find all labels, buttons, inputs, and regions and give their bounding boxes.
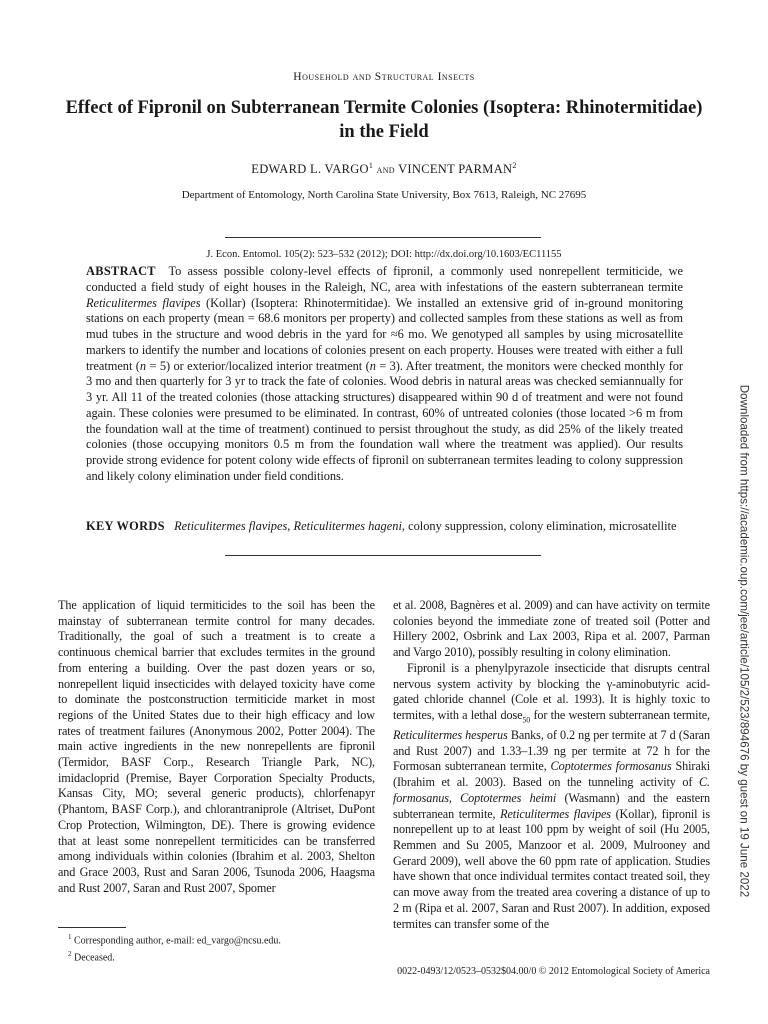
body-column-right — [393, 598, 710, 932]
subscript: 50 — [522, 715, 531, 725]
keyword: Reticulitermes flavipes — [174, 519, 288, 533]
keywords — [86, 518, 683, 534]
footnote-2 — [58, 948, 375, 965]
article-title: Effect of Fipronil on Subterranean Termite Colonies (Isoptera: Rhinotermitidae) in the Field — [65, 98, 703, 142]
divider-top — [225, 237, 541, 238]
species-name: Reticulitermes flavipes — [500, 806, 611, 821]
abstract-text-3: = 5) or exterior/localized interior treatment ( — [146, 358, 370, 373]
footnote-text: Corresponding author, e-mail: ed_vargo@ncsu.edu. — [71, 935, 281, 947]
abstract-species: Reticulitermes flavipes — [86, 295, 201, 310]
author-2-footnote-mark: 2 — [512, 161, 517, 170]
footnote-1 — [58, 931, 375, 948]
keyword-separator: , — [287, 519, 294, 533]
keyword: Reticulitermes hageni — [293, 519, 402, 533]
body-paragraph: The application of liquid termiticides to the soil has been the mainstay of subterranean termite control for many decades. Traditionally, the goal of such a treatment is to create a continuous chemical barrier that excludes termites in the ground from entering a building. Over the past dozen years or so, nonrepellent liquid insecticides with delayed toxicity have come to dominate the postconstruction termiticide market in most regions of the United States due to their high efficacy and low rates of treatment failures (Anonymous 2002, Potter 2004). The main active ingredients in the new nonrepellents are fipronil (Termidor, BASF Corp., Research Triangle Park, NC), imidacloprid (Premise, Bayer Corporation Specialty Products, Kansas City, MO; several generic products), chlorfenapyr (Phantom, BASF Corp.), and chlorantraniprole (Altriset, DuPont Crop Protection, Wilmington, DE). There is growing evidence that at least some nonrepellent termiticides can be transferred among individuals within colonies (Ibrahim et al. 2003, Shelton and Grace 2003, Rust and Saran 2006, Tsunoda 2006, Haagsma and Rust 2007, Saran and Rust 2007, Spomer — [58, 598, 375, 895]
footnote-mark: 1 — [68, 933, 72, 941]
body-column-left — [58, 598, 375, 896]
keywords-label: KEY WORDS — [86, 519, 165, 533]
abstract-text-2: (Kollar) (Isoptera: Rhinotermitidae). We installed an extensive grid of in-ground monitoring stations on each property (mean = 68.6 monitors per property) and collected samples from these stations as well as from mud tubes in the structure and wood debris in the yard for ≈6 mo. We genotyped all samples by using microsatellite markers to identify the number and locations of colonies present on each property. Houses were treated with either a full treatment ( — [86, 295, 683, 373]
download-watermark-text: Downloaded from https://academic.oup.com/jee/article/105/2/523/894676 by guest on 19 June 2022 — [737, 384, 751, 897]
species-name: C. formosanus — [393, 775, 710, 805]
footnote-divider — [58, 927, 126, 928]
body-text: Fipronil is a phenylpyrazole insecticide that disrupts central nervous system activity by blocking the γ-aminobutyric acid-gated chloride channel (Cole et al. 1993). It is highly toxic to termites, with a lethal dose — [393, 660, 710, 722]
body-text: (Kollar), fipronil is nonrepellent up to at least 100 ppm by weight of soil (Hu 2005, Remmen and Su 2005, Manzoor et al. 2009, Mulrooney and Gerard 2009), well above the 60 ppm rate of application. Studies have shown that once individual termites contact treated soil, they can move away from the treated area covering a distance of up to 2 m (Ripa et al. 2007, Saran and Rust 2007). In addition, exposed termites can transfer some of the — [393, 806, 710, 931]
body-text: Shiraki (Ibrahim et al. 2003). Based on the tunneling activity of — [393, 759, 710, 790]
authors-conjunction: and — [376, 164, 395, 177]
divider-bottom — [225, 555, 541, 556]
body-paragraph — [393, 661, 710, 932]
species-name: Coptotermes formosanus — [550, 759, 672, 774]
footnotes — [58, 931, 375, 965]
abstract-n-symbol: n — [139, 358, 147, 373]
authors — [0, 161, 768, 177]
author-2: VINCENT PARMAN — [398, 162, 513, 177]
affiliation: Department of Entomology, North Carolina State University, Box 7613, Raleigh, NC 27695 — [181, 189, 587, 201]
keywords-rest: , colony suppression, colony elimination, microsatellite — [401, 519, 677, 533]
abstract-text-1: To assess possible colony-level effects of fipronil, a commonly used nonrepellent termiticide, we conducted a field study of eight houses in the Raleigh, NC, area with infestations of the eastern subterranean termite — [86, 264, 683, 294]
body-paragraph: et al. 2008, Bagnères et al. 2009) and can have activity on termite colonies beyond the immediate zone of treated soil (Potter and Hillery 2002, Osbrink and Lax 2003, Ripa et al. 2007, Parman and Vargo 2010), possibly resulting in colony elimination. — [393, 598, 710, 660]
abstract-text-4: = 3). After treatment, the monitors were checked monthly for 3 mo and then quarterly for 3 yr to track the fate of colonies. Wood debris in natural areas was checked semiannually for 3 yr. All 11 of the treated colonies (those attacking structures) disappeared within 90 d of treatment and were not found again. These colonies were presumed to be eliminated. In contrast, 60% of untreated colonies (those located >6 m from the foundation wall at the time of treatment) continued to persist throughout the study, as did 25% of the likely treated colonies (those occupying monitors 0.5 m from the foundation wall where the treatment was applied). Our results provide strong evidence for potent colony wide effects of fipronil on subterranean termites leading to colony suppression and likely colony elimination under field conditions. — [86, 358, 684, 483]
abstract-label: ABSTRACT — [86, 264, 156, 278]
abstract-n-symbol: n — [369, 358, 376, 373]
footnote-mark: 2 — [68, 949, 72, 958]
download-watermark — [734, 268, 754, 1013]
species-name: Reticulitermes hesperus — [393, 728, 508, 743]
footnote-text: Deceased. — [71, 952, 115, 964]
body-text: (Wasmann) and the eastern subterranean termite, — [393, 790, 710, 821]
body-text: for the western subterranean termite, — [530, 707, 710, 722]
species-name: Coptotermes heimi — [460, 790, 557, 805]
body-text: , — [448, 790, 461, 805]
section-heading: Household and Structural Insects — [293, 71, 475, 83]
body-text: Banks, of 0.2 ng per termite at 7 d (Saran and Rust 2007) and 1.33–1.39 ng per termite at 72 h for the Formosan subterranean termite, — [393, 728, 710, 774]
journal-reference: J. Econ. Entomol. 105(2): 523–532 (2012); DOI: http://dx.doi.org/10.1603/EC11155 — [206, 249, 562, 260]
page-footer: 0022-0493/12/0523–0532$04.00/0 © 2012 Entomological Society of America — [397, 966, 710, 977]
author-1: EDWARD L. VARGO — [251, 162, 369, 177]
author-1-footnote-mark: 1 — [368, 161, 374, 170]
abstract — [86, 264, 683, 485]
